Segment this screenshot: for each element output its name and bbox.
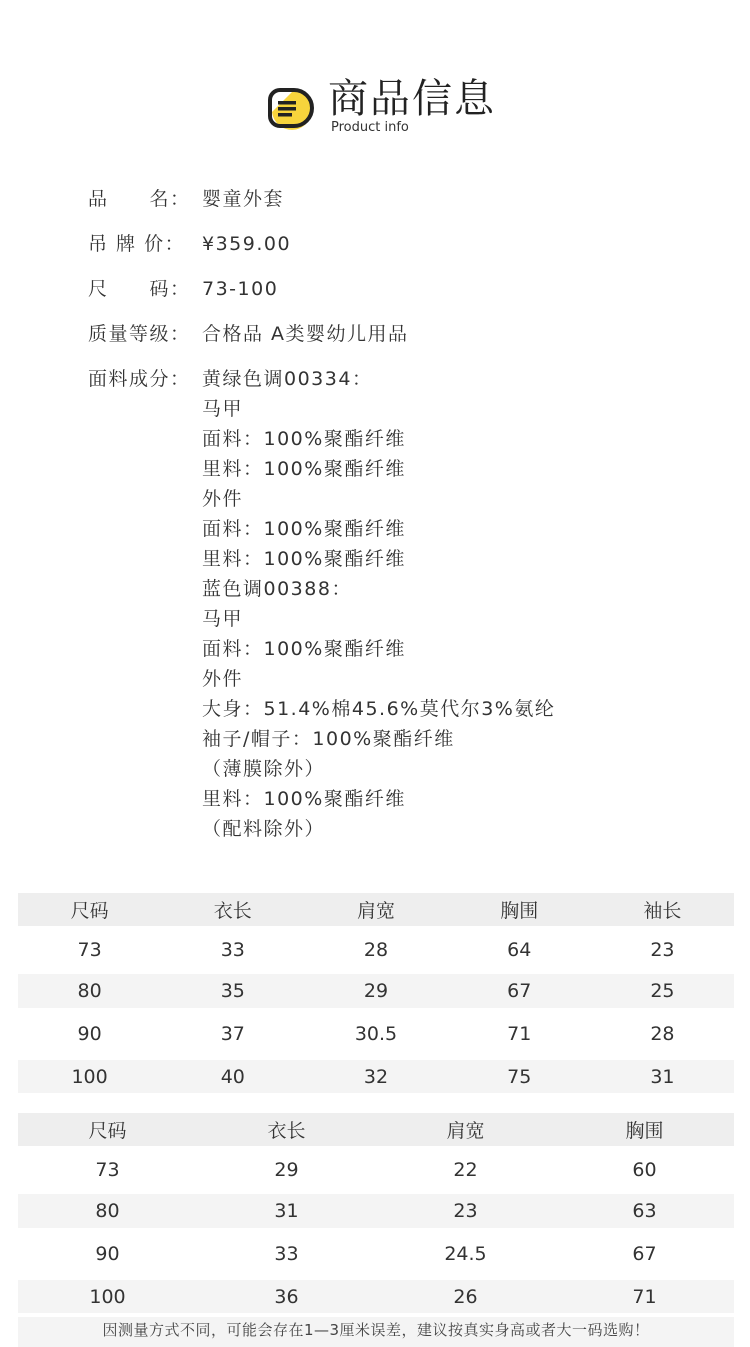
fabric-line: 里料：100%聚酯纤维 [202, 458, 406, 480]
document-list-icon [264, 82, 314, 132]
table-cell: 71 [507, 1023, 532, 1045]
table-row [18, 1008, 734, 1060]
table-cell: 32 [363, 1065, 389, 1088]
info-row-size [88, 274, 708, 319]
info-row-price [88, 229, 708, 274]
table-header-row [18, 893, 734, 926]
fabric-line: 面料：100%聚酯纤维 [202, 428, 406, 450]
fabric-line: 马甲 [202, 608, 244, 630]
table-cell: 28 [363, 939, 389, 961]
table-cell: 80 [95, 1200, 120, 1222]
table-cell: 40 [220, 1065, 245, 1088]
table-cell: 37 [220, 1023, 245, 1045]
table-cell: 36 [274, 1285, 299, 1308]
table-cell: 60 [632, 1159, 657, 1181]
info-value: 73-100 [202, 278, 279, 300]
table-cell: 35 [220, 980, 245, 1002]
table-header-cell: 肩宽 [446, 1120, 485, 1142]
table-cell: 67 [632, 1243, 657, 1265]
table-row [18, 1194, 734, 1228]
fabric-line: 黄绿色调00334： [202, 368, 373, 390]
product-info [88, 184, 708, 844]
info-value: 婴童外套 [202, 188, 285, 210]
table-cell: 63 [632, 1200, 657, 1222]
info-label: 面料成分： [88, 368, 191, 390]
fabric-line: 面料：100%聚酯纤维 [202, 518, 406, 540]
fabric-line: 里料：100%聚酯纤维 [202, 788, 406, 810]
fabric-line: 大身：51.4%棉45.6%莫代尔3%氨纶 [202, 698, 556, 720]
table-cell: 71 [632, 1285, 657, 1308]
table-header-cell: 胸围 [625, 1120, 664, 1142]
table-cell: 28 [650, 1023, 675, 1045]
table-cell: 33 [220, 939, 245, 961]
table-header-cell: 胸围 [500, 900, 539, 922]
info-label: 吊 牌 价： [88, 233, 186, 255]
table-cell: 64 [507, 939, 532, 961]
table-header-row [18, 1113, 734, 1146]
table-cell: 22 [453, 1159, 478, 1181]
table-row [18, 1060, 734, 1093]
table-row [18, 1228, 734, 1280]
info-label: 质量等级： [88, 323, 191, 345]
fabric-line: 里料：100%聚酯纤维 [202, 548, 406, 570]
fabric-line: 面料：100%聚酯纤维 [202, 638, 406, 660]
table-cell: 25 [650, 980, 675, 1002]
table-header-cell: 肩宽 [357, 900, 396, 922]
info-row-name [88, 184, 708, 229]
section-title: 商品信息 [328, 76, 496, 122]
fabric-line: 外件 [202, 488, 244, 510]
size-table-vest [18, 893, 734, 1093]
table-header-cell: 衣长 [213, 900, 252, 922]
fabric-line: 外件 [202, 668, 244, 690]
table-cell: 100 [71, 1065, 108, 1088]
table-cell: 75 [507, 1065, 532, 1088]
table-cell: 29 [274, 1159, 299, 1181]
info-row-grade [88, 319, 708, 364]
fabric-line: 马甲 [202, 398, 244, 420]
table-cell: 23 [650, 939, 675, 961]
measurement-note: 因测量方式不同，可能会存在1—3厘米误差，建议按真实身高或者大一码选购！ [18, 1317, 734, 1347]
table-cell: 90 [77, 1023, 102, 1045]
table-header-cell: 衣长 [267, 1120, 306, 1142]
info-label: 尺 码： [88, 278, 191, 300]
info-value: 合格品 A类婴幼儿用品 [202, 323, 409, 345]
fabric-line: 蓝色调00388： [202, 578, 352, 600]
table-cell: 100 [89, 1285, 126, 1308]
table-header-cell: 袖长 [643, 900, 682, 922]
table-cell: 24.5 [444, 1243, 487, 1265]
info-label: 品 名： [88, 188, 191, 210]
table-cell: 73 [77, 939, 102, 961]
table-row [18, 926, 734, 974]
fabric-line: 袖子/帽子：100%聚酯纤维 [202, 728, 455, 750]
table-cell: 29 [363, 980, 389, 1002]
fabric-line: （配料除外） [202, 818, 326, 840]
table-row [18, 1280, 734, 1313]
info-row-fabric [88, 364, 708, 844]
table-cell: 90 [95, 1243, 120, 1265]
table-cell: 31 [274, 1200, 299, 1222]
table-header-cell: 尺码 [88, 1120, 127, 1142]
table-cell: 26 [453, 1285, 478, 1308]
table-cell: 31 [650, 1065, 675, 1088]
section-subtitle: Product info [331, 120, 409, 135]
fabric-composition [202, 364, 708, 844]
info-value: ¥359.00 [202, 233, 292, 255]
table-cell: 33 [274, 1243, 299, 1265]
table-header-cell: 尺码 [70, 900, 109, 922]
table-cell: 73 [95, 1159, 120, 1181]
table-cell: 30.5 [354, 1023, 398, 1045]
table-cell: 23 [453, 1200, 478, 1222]
size-table-jacket [18, 1113, 734, 1313]
table-cell: 80 [77, 980, 102, 1002]
fabric-line: （薄膜除外） [202, 758, 326, 780]
table-row [18, 974, 734, 1008]
table-cell: 67 [507, 980, 532, 1002]
section-header [0, 0, 750, 160]
table-row [18, 1146, 734, 1194]
